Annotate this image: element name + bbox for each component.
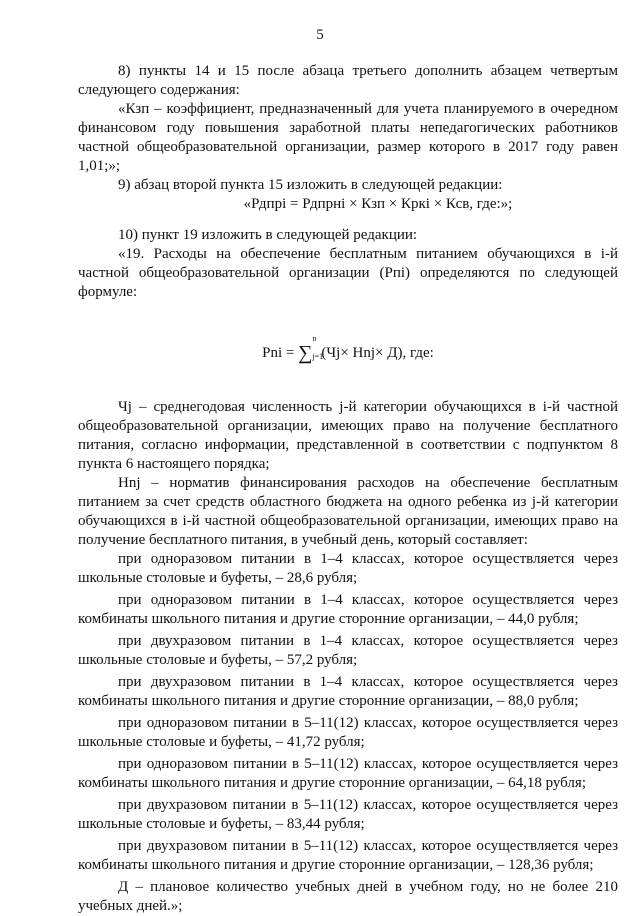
rate-list xyxy=(78,550,618,878)
page-number: 5 xyxy=(316,27,324,43)
sum-sign: ∑ xyxy=(298,342,313,364)
list-item: при двухразовом питании в 5–11(12) классах, которое осуществляется через комбинаты школьного питания и другие сторонние организации, – 128,36 рубля; xyxy=(78,838,618,873)
paragraph-amendment-10: 10) пункт 19 изложить в следующей редакции: xyxy=(118,227,418,243)
list-item: при двухразовом питании в 5–11(12) классах, которое осуществляется через школьные столовые и буфеты, – 83,44 рубля; xyxy=(78,797,618,832)
list-item: при двухразовом питании в 1–4 классах, которое осуществляется через комбинаты школьного питания и другие сторонние организации, – 88,0 рубля; xyxy=(78,674,618,709)
list-item: при двухразовом питании в 1–4 классах, которое осуществляется через школьные столовые и буфеты, – 57,2 рубля; xyxy=(78,633,618,668)
list-item: при одноразовом питании в 1–4 классах, которое осуществляется через школьные столовые и буфеты, – 28,6 рубля; xyxy=(78,551,618,586)
paragraph-point-19: «19. Расходы на обеспечение бесплатным питанием обучающихся в i-й частной общеобразовательной организации (Рпi) определяются по следующей формуле: xyxy=(78,246,618,300)
paragraph-kzp-definition: «Кзп – коэффициент, предназначенный для учета планируемого в очередном финансовом году повышения заработной платы непедагогических работников частной общеобразовательной организации, размер которого в 2017 году равен 1,01;»; xyxy=(78,101,618,174)
sum-lower-limit: j=1 xyxy=(312,352,324,361)
paragraph-amendment-8: 8) пункты 14 и 15 после абзаца третьего дополнить абзацем четвертым следующего содержания: xyxy=(78,63,618,98)
sum-limits xyxy=(312,334,324,361)
formula-pni xyxy=(78,334,618,364)
paragraph-amendment-9: 9) абзац второй пункта 15 изложить в следующей редакции: xyxy=(118,177,503,193)
list-item: при одноразовом питании в 5–11(12) классах, которое осуществляется через школьные столовые и буфеты, – 41,72 рубля; xyxy=(78,715,618,750)
formula-lhs: Pni = xyxy=(262,345,295,361)
list-item: при одноразовом питании в 5–11(12) классах, которое осуществляется через комбинаты школьного питания и другие сторонние организации, – 64,18 рубля; xyxy=(78,756,618,791)
formula-block xyxy=(78,302,618,384)
formula-body: (Чj× Hnj× Д), где: xyxy=(321,345,434,361)
paragraph-d-definition: Д – плановое количество учебных дней в учебном году, но не более 210 учебных дней.»; xyxy=(78,879,618,914)
paragraph-hnj-definition: Нnj – норматив финансирования расходов на обеспечение бесплатным питанием за счет средств областного бюджета на одного ребенка из j-й категории обучающихся в i-й частной общеобразовательной организации, имеющих право на получение бесплатного питания, в учебный день, который составляет: xyxy=(78,475,618,548)
formula-rdpr: «Рдпрi = Рдпрнi × Кзп × Кркi × Ксв, где:»; xyxy=(243,196,513,212)
paragraph-chj-definition: Чj – среднегодовая численность j-й категории обучающихся в i-й частной общеобразовательной организации, имеющих право на получение бесплатного питания, согласно информации, представленной в соответствии с подпунктом 8 пункта 6 настоящего порядка; xyxy=(78,399,618,472)
sum-upper-limit: n xyxy=(312,334,317,343)
list-item: при одноразовом питании в 1–4 классах, которое осуществляется через комбинаты школьного питания и другие сторонние организации, – 44,0 рубля; xyxy=(78,592,618,627)
document-body xyxy=(78,62,618,916)
